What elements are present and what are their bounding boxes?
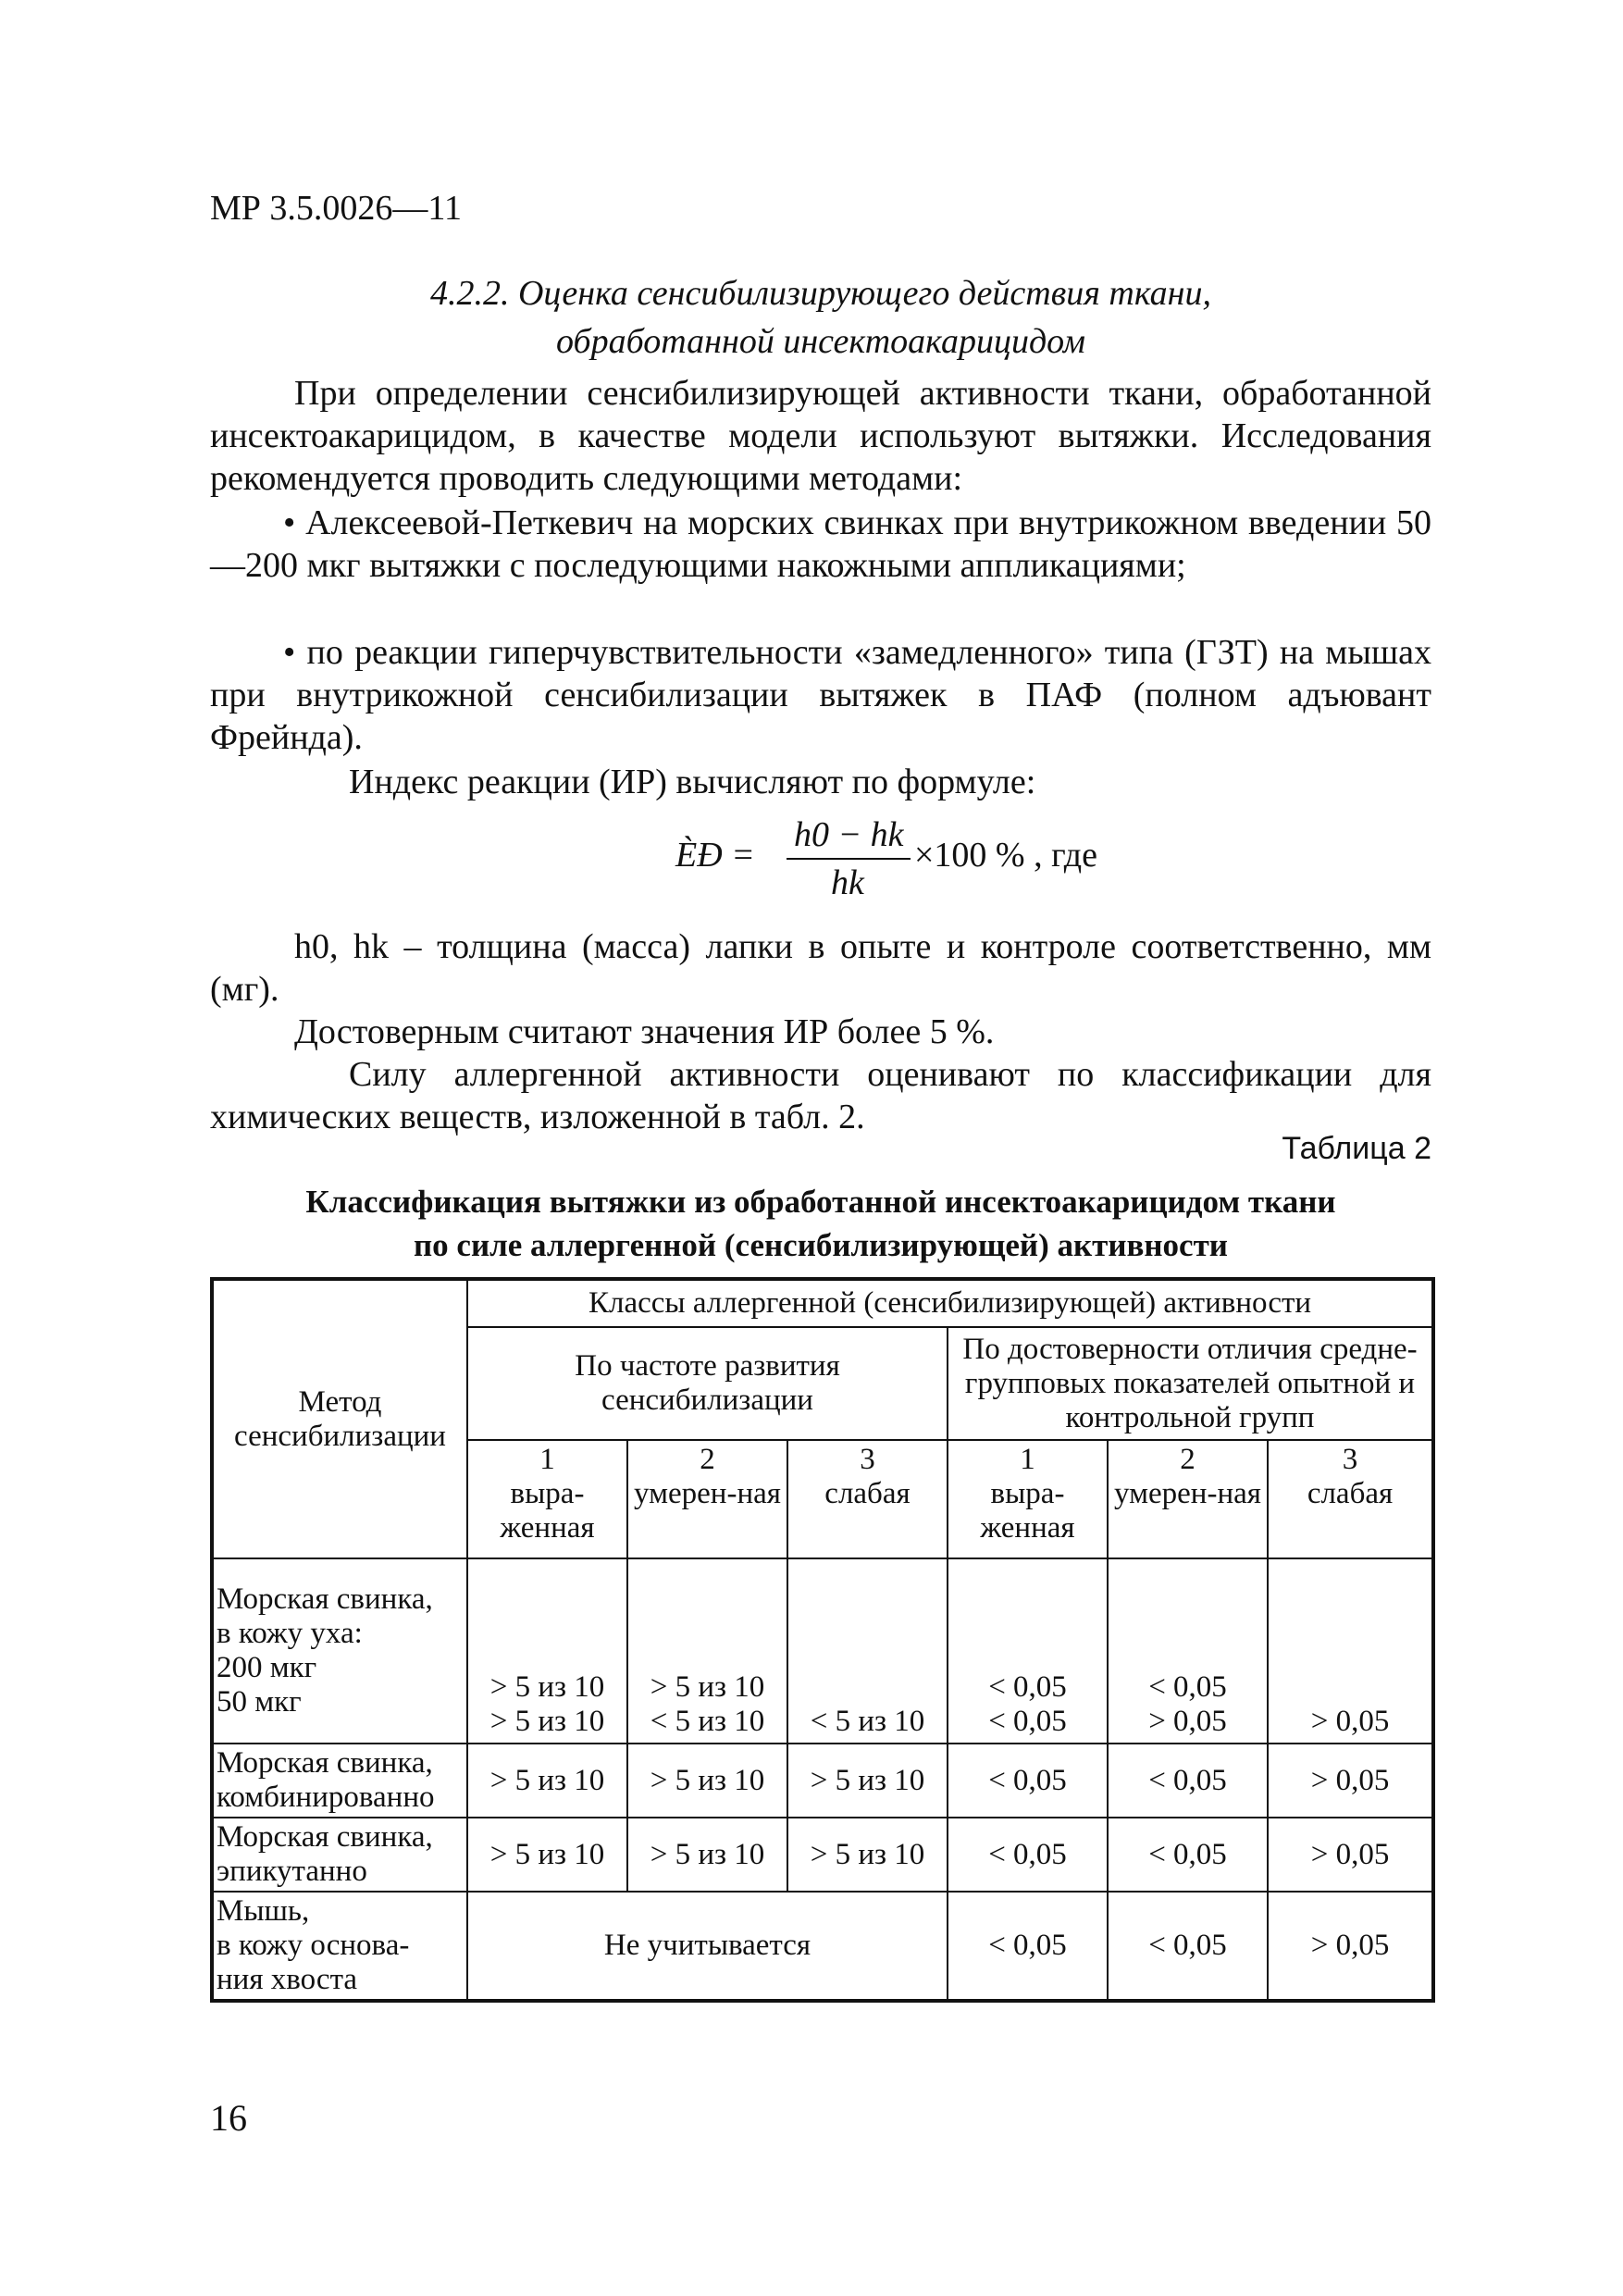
table-row xyxy=(212,1744,1433,1818)
header-method: Метод сенсибилизации xyxy=(212,1279,467,1558)
classification-table xyxy=(210,1277,1435,2003)
class-label: выра-женная xyxy=(980,1477,1075,1545)
class-header-6 xyxy=(1268,1440,1433,1558)
header-frequency: По частоте развития сенсибилизации xyxy=(467,1327,948,1440)
class-header-4 xyxy=(948,1440,1108,1558)
value-cell xyxy=(1108,1892,1268,2001)
document-code: МР 3.5.0026—11 xyxy=(210,189,463,228)
cell-value: < 5 из 10 xyxy=(810,1705,925,1738)
cell-value: > 0,05 xyxy=(1148,1705,1227,1738)
cell-value: < 0,05 xyxy=(1148,1837,1227,1871)
cell-value: < 0,05 xyxy=(988,1837,1067,1871)
paragraph-formula-intro: Индекс реакции (ИР) вычисляют по формуле: xyxy=(349,763,1036,801)
value-cell xyxy=(787,1818,948,1892)
class-number: 3 xyxy=(860,1443,875,1476)
row-method xyxy=(212,1744,467,1818)
cell-value: < 5 из 10 xyxy=(650,1705,765,1738)
cell-value: > 0,05 xyxy=(1310,1837,1390,1871)
section-title xyxy=(210,269,1431,366)
section-title-line-1: 4.2.2. Оценка сенсибилизирующего действия ткани, xyxy=(429,274,1211,313)
formula-denominator: hk xyxy=(831,863,864,902)
cell-value: > 5 из 10 xyxy=(489,1670,605,1704)
value-cell xyxy=(1268,1818,1433,1892)
cell-value: > 5 из 10 xyxy=(650,1670,765,1704)
value-cell xyxy=(467,1558,627,1744)
table-row xyxy=(212,1892,1433,2001)
class-label: слабая xyxy=(1307,1477,1394,1510)
reaction-index-formula xyxy=(675,814,1157,916)
class-number: 1 xyxy=(539,1443,555,1476)
cell-value: > 5 из 10 xyxy=(650,1837,765,1871)
value-cell xyxy=(627,1744,787,1818)
cell-value: > 0,05 xyxy=(1310,1929,1390,1962)
cell-value: > 0,05 xyxy=(1310,1705,1390,1738)
class-number: 2 xyxy=(700,1443,715,1476)
method-line: Морская свинка, xyxy=(217,1582,433,1616)
value-cell xyxy=(1108,1818,1268,1892)
merged-cell: Не учитывается xyxy=(467,1892,948,2001)
value-cell xyxy=(1268,1558,1433,1744)
formula-numerator: h0 − hk xyxy=(794,815,904,854)
row-method xyxy=(212,1892,467,2001)
class-header-3 xyxy=(787,1440,948,1558)
cell-value: > 5 из 10 xyxy=(489,1837,605,1871)
cell-value: < 0,05 xyxy=(988,1763,1067,1797)
class-label: умерен-ная xyxy=(634,1477,781,1510)
class-number: 3 xyxy=(1342,1443,1358,1476)
table-title-line-2: по силе аллергенной (сенсибилизирующей) активности xyxy=(414,1227,1228,1263)
value-cell xyxy=(948,1558,1108,1744)
value-cell xyxy=(787,1744,948,1818)
cell-value: < 0,05 xyxy=(1148,1763,1227,1797)
method-line: эпикутанно xyxy=(217,1855,367,1888)
method-line: 50 мкг xyxy=(217,1685,302,1719)
method-line: Мышь, xyxy=(217,1894,310,1928)
value-cell xyxy=(948,1892,1108,2001)
header-reliability: По достоверности отличия средне-групповых показателей опытной и контрольной групп xyxy=(948,1327,1433,1440)
value-cell xyxy=(1268,1744,1433,1818)
value-cell xyxy=(1268,1892,1433,2001)
cell-value: < 0,05 xyxy=(1148,1929,1227,1962)
cell-value: > 5 из 10 xyxy=(489,1705,605,1738)
paragraph-reliable: Достоверным считают значения ИР более 5 %. xyxy=(294,1012,995,1051)
bullet-gzt: • по реакции гиперчувствительности «замедленного» типа (ГЗТ) на мышах при внутрикожной сенсибилизации вытяжек в ПАФ (полном адъювант Фрейнда). xyxy=(210,633,1431,757)
section-title-line-2: обработанной инсектоакарицидом xyxy=(556,322,1085,361)
value-cell xyxy=(948,1744,1108,1818)
table-body xyxy=(212,1558,1433,2001)
value-cell xyxy=(627,1818,787,1892)
value-cell xyxy=(467,1818,627,1892)
table-header-row xyxy=(212,1279,1433,1327)
value-cell xyxy=(1108,1744,1268,1818)
method-line: 200 мкг xyxy=(217,1651,317,1684)
method-line: Морская свинка, xyxy=(217,1820,433,1854)
class-label: выра-женная xyxy=(500,1477,595,1545)
table-row xyxy=(212,1558,1433,1744)
paragraph-strength: Силу аллергенной активности оценивают по классификации для химических веществ, изложенной в табл. 2. xyxy=(210,1055,1431,1136)
table-title xyxy=(210,1180,1431,1267)
cell-value: > 0,05 xyxy=(1310,1763,1390,1797)
method-line: в кожу основа- xyxy=(217,1929,410,1962)
row-method xyxy=(212,1818,467,1892)
fraction-bar xyxy=(787,858,911,860)
value-cell xyxy=(948,1818,1108,1892)
table-label: Таблица 2 xyxy=(1282,1131,1431,1166)
method-line: в кожу уха: xyxy=(217,1617,363,1650)
value-cell xyxy=(627,1558,787,1744)
table-row xyxy=(212,1818,1433,1892)
cell-value: < 0,05 xyxy=(1148,1670,1227,1704)
paragraph-intro: При определении сенсибилизирующей активности ткани, обработанной инсектоакарицидом, в качестве модели используют вытяжки. Исследования рекомендуется проводить следующими методами: xyxy=(210,374,1431,498)
cell-value: < 0,05 xyxy=(988,1705,1067,1738)
value-cell xyxy=(787,1558,948,1744)
class-header-2 xyxy=(627,1440,787,1558)
formula-lhs: ÈÐ = xyxy=(675,836,755,875)
cell-value: > 5 из 10 xyxy=(650,1763,765,1797)
cell-value: > 5 из 10 xyxy=(810,1763,925,1797)
method-line: Морская свинка, xyxy=(217,1746,433,1780)
cell-value: > 5 из 10 xyxy=(489,1763,605,1797)
class-number: 1 xyxy=(1020,1443,1035,1476)
value-cell xyxy=(1108,1558,1268,1744)
cell-value: > 5 из 10 xyxy=(810,1837,925,1871)
row-method xyxy=(212,1558,467,1744)
class-label: умерен-ная xyxy=(1114,1477,1261,1510)
class-number: 2 xyxy=(1180,1443,1196,1476)
class-label: слабая xyxy=(824,1477,911,1510)
bullet-alekseeva: • Алексеевой-Петкевич на морских свинках при внутрикожном введении 50—200 мкг вытяжки с последующими накожными аппликациями; xyxy=(210,503,1431,585)
header-classes: Классы аллергенной (сенсибилизирующей) активности xyxy=(467,1279,1433,1327)
formula-rhs: ×100 % , где xyxy=(914,836,1097,875)
cell-value: < 0,05 xyxy=(988,1929,1067,1962)
value-cell xyxy=(467,1744,627,1818)
cell-value: < 0,05 xyxy=(988,1670,1067,1704)
paragraph-definitions: h0, hk – толщина (масса) лапки в опыте и контроле соответственно, мм (мг). xyxy=(210,927,1431,1009)
page-number: 16 xyxy=(210,2097,247,2139)
class-header-5 xyxy=(1108,1440,1268,1558)
table-title-line-1: Классификация вытяжки из обработанной инсектоакарицидом ткани xyxy=(305,1184,1336,1220)
class-header-1 xyxy=(467,1440,627,1558)
method-line: ния хвоста xyxy=(217,1963,358,1996)
method-line: комбинированно xyxy=(217,1781,435,1814)
